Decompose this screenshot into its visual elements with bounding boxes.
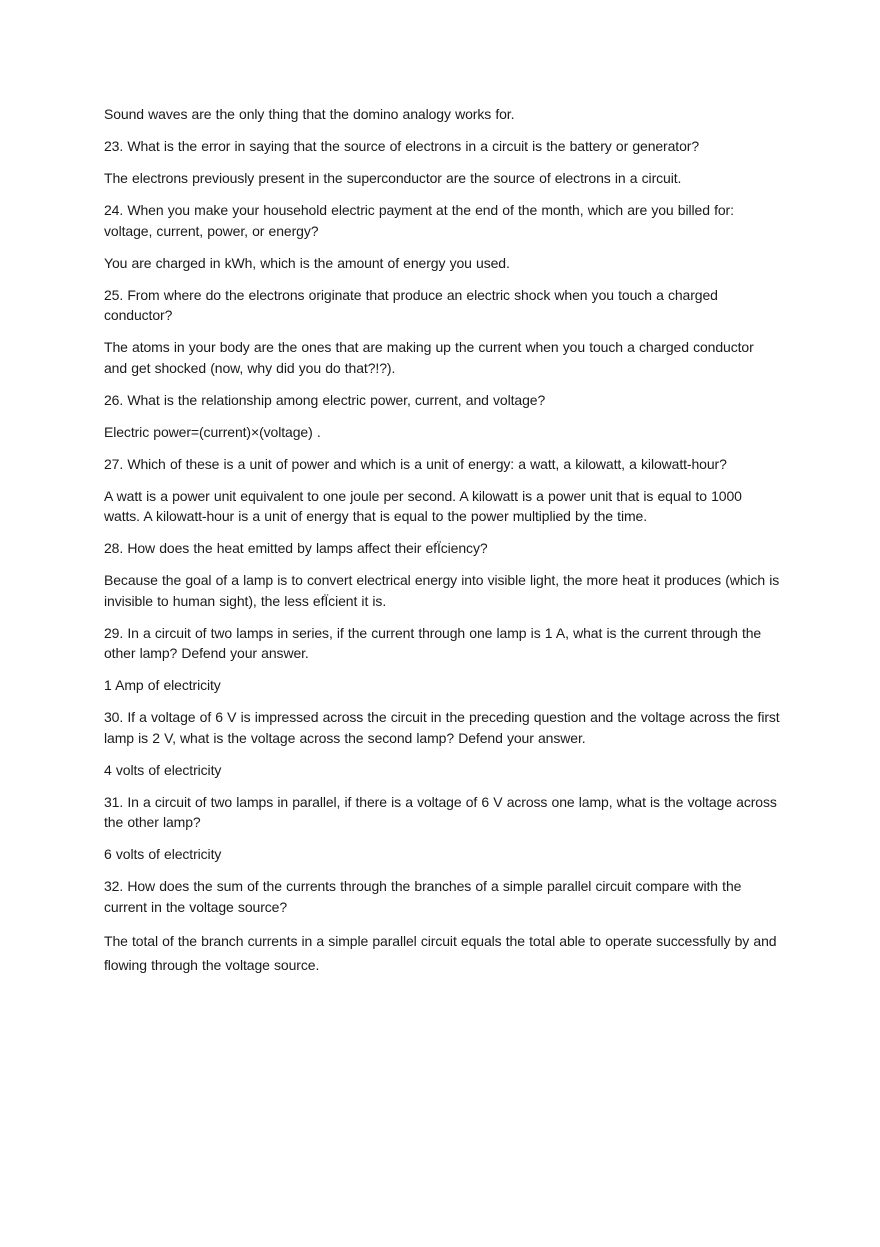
question-23: 23. What is the error in saying that the source of electrons in a circuit is the battery or generator? [104, 138, 700, 154]
answer-23: The electrons previously present in the superconductor are the source of electrons in a circuit. [104, 170, 682, 186]
answer-32: The total of the branch currents in a simple parallel circuit equals the total able to operate successfully by and flowing through the voltage source. [104, 932, 777, 973]
question-24: 24. When you make your household electric payment at the end of the month, which are you billed for: voltage, current, power, or energy? [104, 202, 734, 239]
answer-28: Because the goal of a lamp is to convert electrical energy into visible light, the more heat it produces (which is invisible to human sight), the less efÏcient it is. [104, 572, 780, 609]
answer-25: The atoms in your body are the ones that are making up the current when you touch a charged conductor and get shocked (now, why did you do that?!?). [104, 339, 754, 376]
answer-26: Electric power=(current)×(voltage) . [104, 423, 321, 440]
question-27: 27. Which of these is a unit of power and which is a unit of energy: a watt, a kilowatt, a kilowatt-hour? [104, 455, 727, 472]
question-29: 29. In a circuit of two lamps in series, if the current through one lamp is 1 A, what is the current through the other lamp? Defend your answer. [104, 624, 762, 661]
answer-31: 6 volts of electricity [104, 846, 222, 862]
question-31: 31. In a circuit of two lamps in parallel, if there is a voltage of 6 V across one lamp, what is the voltage across the other lamp? [104, 793, 777, 830]
question-25: 25. From where do the electrons originate that produce an electric shock when you touch a charged conductor? [104, 286, 718, 323]
question-26: 26. What is the relationship among electric power, current, and voltage? [104, 391, 546, 408]
question-32: 32. How does the sum of the currents through the branches of a simple parallel circuit compare with the current in the voltage source? [104, 878, 742, 915]
answer-22: Sound waves are the only thing that the domino analogy works for. [104, 106, 515, 122]
answer-29: 1 Amp of electricity [104, 677, 221, 693]
answer-27: A watt is a power unit equivalent to one joule per second. A kilowatt is a power unit that is equal to 1000 watts. A kilowatt-hour is a unit of energy that is equal to the power multiplied by the time. [104, 487, 742, 524]
answer-30: 4 volts of electricity [104, 761, 222, 778]
question-28: 28. How does the heat emitted by lamps affect their efÏciency? [104, 540, 488, 556]
answer-24: You are charged in kWh, which is the amount of energy you used. [104, 254, 510, 271]
question-30: 30. If a voltage of 6 V is impressed across the circuit in the preceding question and the voltage across the first lamp is 2 V, what is the voltage across the second lamp? Defend your answer. [104, 709, 780, 746]
